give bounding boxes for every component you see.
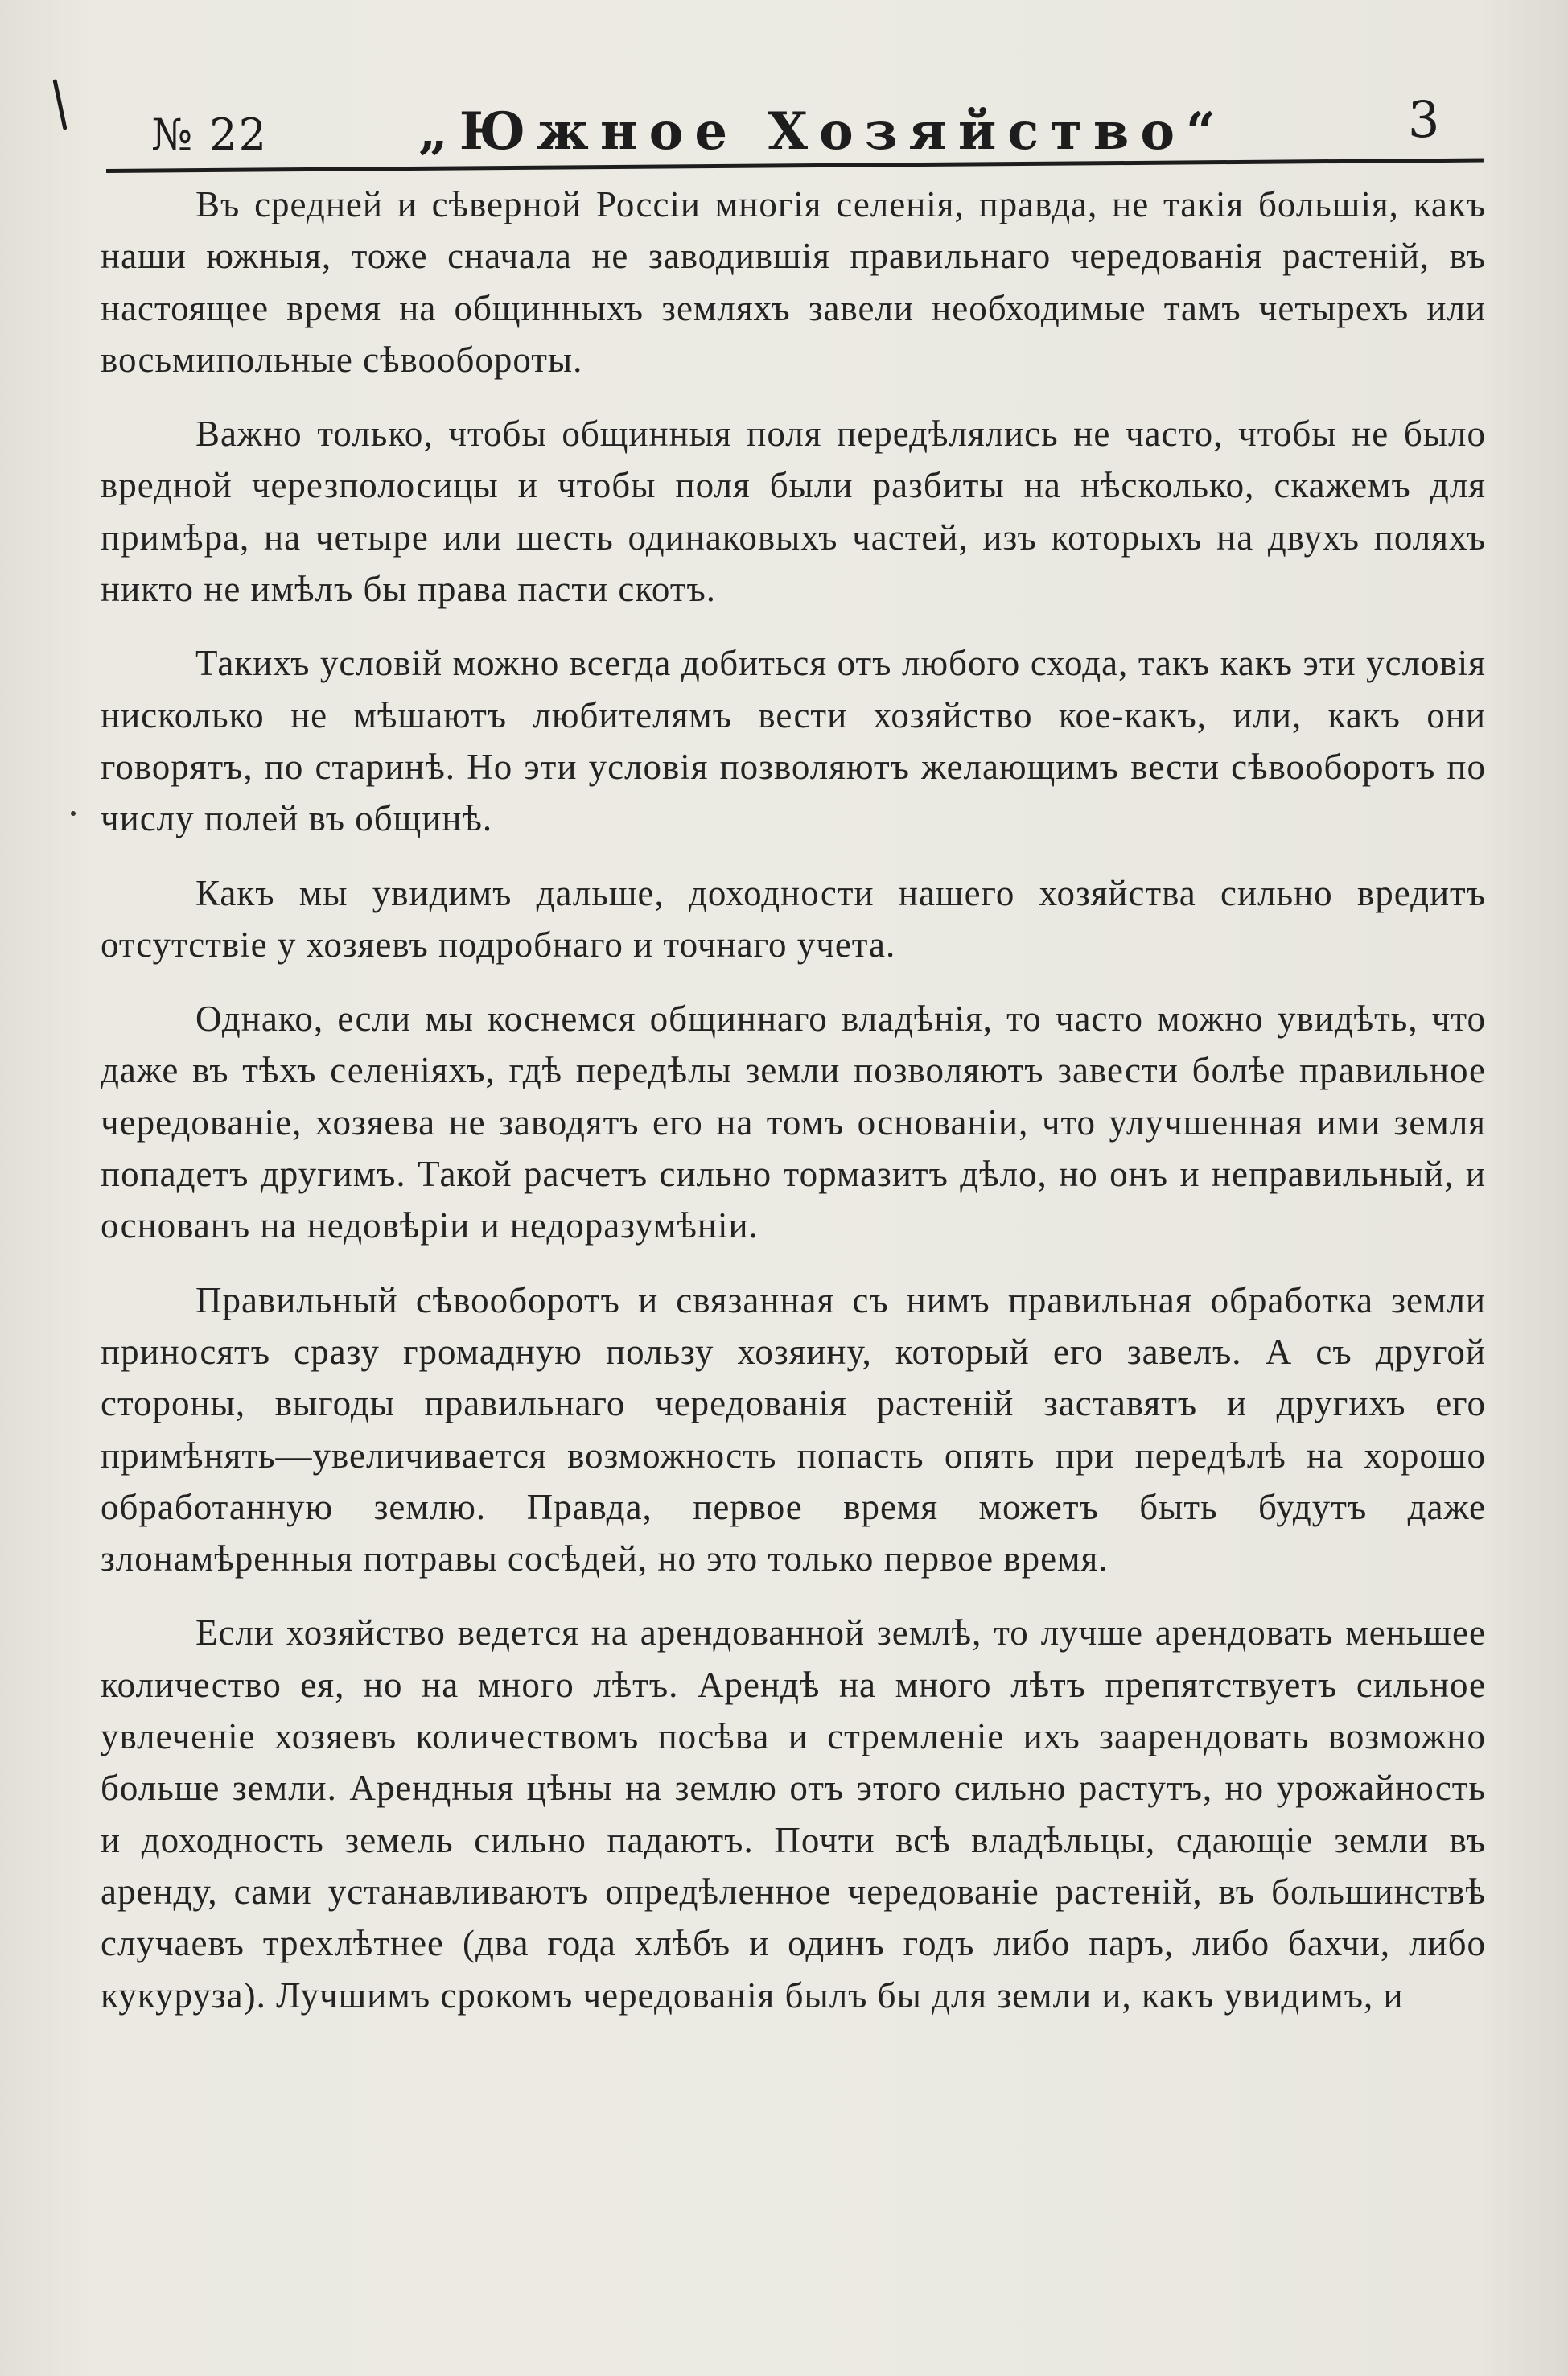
paragraph: Важно только, чтобы общинныя поля передѣлялись не часто, чтобы не было вредной черезполосицы и чтобы поля были разбиты на нѣсколько, скажемъ для примѣра, на четыре или шесть одинаковыхъ частей, изъ которыхъ на двухъ поляхъ никто не имѣлъ бы права пасти скотъ. [101,414,1486,610]
paragraph: Однако, если мы коснемся общиннаго владѣнія, то часто можно увидѣть, что даже въ тѣхъ селеніяхъ, гдѣ передѣлы земли позволяютъ завести болѣе правильное чередованіе, хозяева не заводятъ его на томъ основаніи, что улучшенная ими земля попадетъ другимъ. Такой расчетъ сильно тормазитъ дѣло, но онъ и неправильный, и основанъ на недовѣріи и недоразумѣніи. [101,999,1486,1246]
paragraph: Въ средней и сѣверной Россіи многія селенія, правда, не такія большія, какъ наши южныя, тоже сначала не заводившія правильнаго чередованія растеній, въ настоящее время на общинныхъ земляхъ завели необходимые тамъ четырехъ или восьмипольные сѣвообороты. [101,184,1486,380]
paragraph: Такихъ условій можно всегда добиться отъ любого схода, такъ какъ эти условія нисколько не мѣшаютъ любителямъ вести хозяйство кое-какъ, или, какъ они говорятъ, по старинѣ. Но эти условія позволяютъ желающимъ вести сѣвооборотъ по числу полей въ общинѣ. [101,643,1486,839]
margin-dot [71,811,76,816]
margin-mark [52,79,67,130]
page-number: 3 [1408,90,1440,149]
issue-number: № 22 [151,109,268,160]
journal-title: „Южное Хозяйство“ [418,101,1227,162]
paragraph: Правильный сѣвооборотъ и связанная съ нимъ правильная обработка земли приносятъ сразу громадную пользу хозяину, который его завелъ. А съ другой стороны, выгоды правильнаго чередованія растеній заставятъ и другихъ его примѣнять—увеличивается возможность попасть опять при передѣлѣ на хорошо обработанную землю. Правда, первое время можетъ быть будутъ даже злонамѣренныя потравы сосѣдей, но это только первое время. [101,1279,1486,1579]
paragraph: Какъ мы увидимъ дальше, доходности нашего хозяйства сильно вредитъ отсутствіе у хозяевъ подробнаго и точнаго учета. [101,872,1486,965]
paragraph: Если хозяйство ведется на арендованной землѣ, то лучше арендовать меньшее количество ея, но на много лѣтъ. Арендѣ на много лѣтъ препятствуетъ сильное увлеченіе хозяевъ количествомъ посѣва и стремленіе ихъ заарендовать возможно больше земли. Арендныя цѣны на землю отъ этого сильно растутъ, но урожайность и доходность земель сильно падаютъ. Почти всѣ владѣльцы, сдающіе земли въ аренду, сами устанавливаютъ опредѣленное чередованіе растеній, въ большинствѣ случаевъ трехлѣтнее (два года хлѣбъ и одинъ годъ либо паръ, либо бахчи, либо кукуруза). Лучшимъ срокомъ чередованія былъ бы для земли и, какъ увидимъ, и [101,1612,1486,2016]
body-text [101,179,1486,2044]
